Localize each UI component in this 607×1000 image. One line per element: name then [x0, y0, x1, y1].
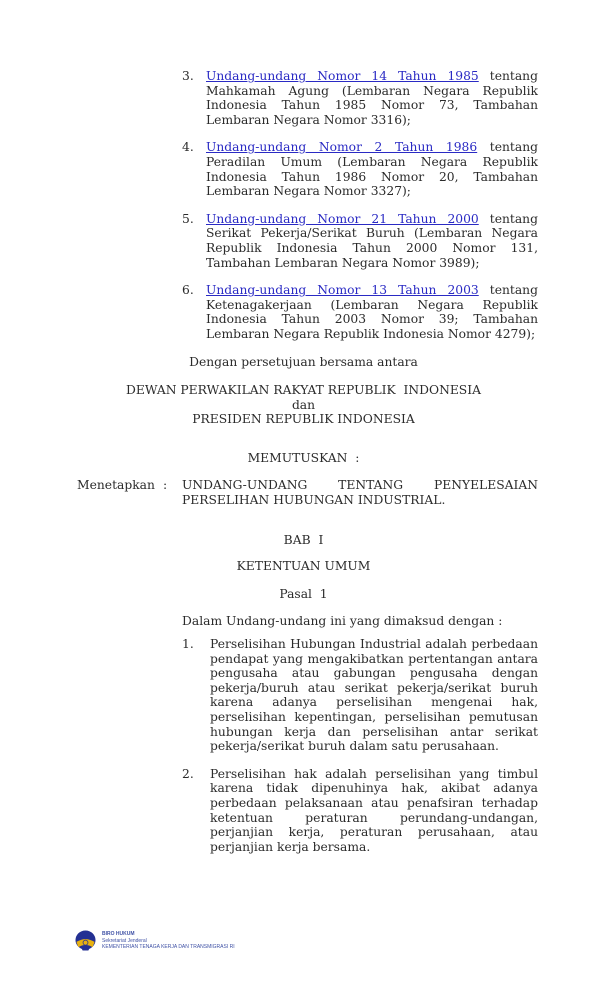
uu-link[interactable]: Undang-undang Nomor 14 Tahun 1985	[206, 69, 479, 83]
footer-letterhead	[74, 930, 235, 955]
uu-link[interactable]: Undang-undang Nomor 2 Tahun 1986	[206, 140, 478, 155]
legal-reference-text	[206, 283, 538, 341]
definitions-intro: Dalam Undang-undang ini yang dimaksud dengan :	[182, 614, 503, 629]
bab-heading: BAB I	[283, 532, 324, 547]
memutuskan-heading: MEMUTUSKAN :	[247, 450, 360, 465]
legal-reference-text	[206, 69, 538, 127]
footer-org-name: BIRO HUKUM	[102, 931, 135, 937]
footer-org-block	[102, 930, 235, 951]
definition-item	[182, 637, 538, 754]
legal-reference-text	[206, 212, 538, 270]
footer-org-unit: Sekretariat Jenderal	[102, 937, 147, 944]
legal-reference-rest: tentang Mahkamah Agung (Lembaran Negara Republik Indonesia Tahun 1985 Nomor 73, Tambahan Lembaran Negara Nomor 3316);	[206, 69, 538, 127]
agreement-intro: Dengan persetujuan bersama antara	[189, 354, 418, 369]
list-number: 5.	[182, 211, 194, 226]
uu-link[interactable]: Undang-undang Nomor 21 Tahun 2000	[206, 211, 479, 226]
menetapkan-text: UNDANG-UNDANG TENTANG PENYELESAIAN PERSELIHAN HUBUNGAN INDUSTRIAL.	[182, 478, 538, 508]
ministry-emblem-icon	[74, 930, 97, 955]
menetapkan-colon: :	[163, 478, 168, 493]
legal-reference-item	[182, 69, 538, 127]
legal-reference-rest: tentang Serikat Pekerja/Serikat Buruh (Lembaran Negara Republik Indonesia Tahun 2000 Nomor 131, Tambahan Lembaran Negara Nomor 3989);	[206, 211, 538, 270]
definition-text: Perselisihan Hubungan Industrial adalah perbedaan pendapat yang mengakibatkan pertentangan antara pengusaha atau gabungan pengusaha dengan pekerja/buruh atau serikat pekerja/serikat buruh karena adanya perselisihan mengenai hak, perselisihan kepentingan, perselisihan pemutusan hubungan kerja dan perselisihan antar serikat pekerja/serikat buruh dalam satu perusahaan.	[210, 637, 538, 754]
menetapkan-label: Menetapkan	[77, 478, 155, 493]
footer-org-ministry: KEMENTERIAN TENAGA KERJA DAN TRANSMIGRASI RI	[102, 944, 235, 950]
conjunction-dan: dan	[291, 397, 316, 412]
list-number: 3.	[182, 69, 194, 83]
legal-reference-item	[182, 212, 538, 270]
legal-reference-rest: tentang Peradilan Umum (Lembaran Negara Republik Indonesia Tahun 1986 Nomor 20, Tambahan Lembaran Negara Nomor 3327);	[206, 140, 538, 199]
definition-item	[182, 767, 538, 855]
pasal-heading: Pasal 1	[279, 586, 328, 601]
uu-link[interactable]: Undang-undang Nomor 13 Tahun 2003	[206, 283, 479, 298]
legal-reference-text	[206, 140, 538, 198]
legal-reference-item	[182, 140, 538, 198]
list-number: 4.	[182, 140, 194, 155]
definition-text: Perselisihan hak adalah perselisihan yang timbul karena tidak dipenuhinya hak, akibat adanya perbedaan pelaksanaan atau penafsiran terhadap ketentuan peraturan perundang-undangan, perjanjian kerja, peraturan perusahaan, atau perjanjian kerja bersama.	[210, 766, 538, 854]
legal-reference-item	[182, 283, 538, 341]
list-number: 1.	[182, 637, 194, 652]
party-dpr: DEWAN PERWAKILAN RAKYAT REPUBLIK INDONESIA	[126, 383, 481, 398]
document-body	[0, 69, 607, 854]
list-number: 6.	[182, 283, 194, 298]
legal-reference-rest: tentang Ketenagakerjaan (Lembaran Negara Republik Indonesia Tahun 2003 Nomor 39; Tambahan Lembaran Negara Republik Indonesia Nomor 4279);	[206, 283, 538, 341]
party-president: PRESIDEN REPUBLIK INDONESIA	[192, 412, 415, 427]
menetapkan-row	[77, 478, 538, 507]
list-number: 2.	[182, 766, 194, 781]
chapter-title: KETENTUAN UMUM	[236, 559, 371, 574]
